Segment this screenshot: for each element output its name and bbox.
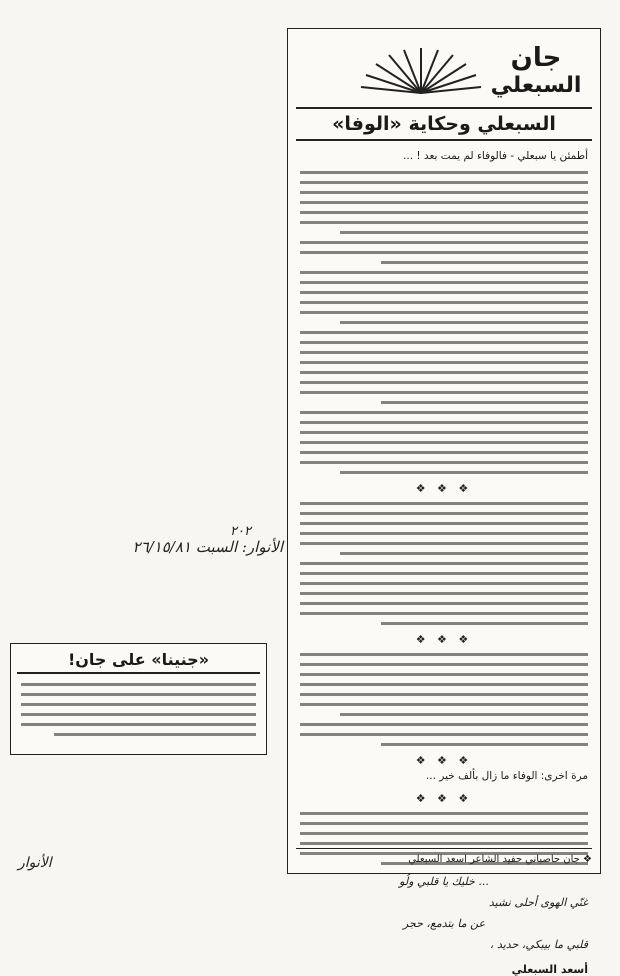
poem-verses [300, 875, 588, 951]
sunburst-logo-icon [356, 47, 486, 97]
footer-bullet-icon: ❖ [583, 854, 592, 865]
brand-first-name: جان [510, 43, 562, 73]
handwritten-source: الأنوار [18, 855, 52, 871]
handwritten-number: ٢٠٢ [230, 524, 251, 539]
section-divider: ❖ ❖ ❖ [415, 633, 473, 646]
paragraph-block [300, 502, 588, 625]
author-brand [486, 43, 586, 99]
handwritten-date: الأنوار: السبت ٢٦/١٥/٨١ [132, 538, 283, 556]
paragraph-block [300, 653, 588, 746]
section-divider: ❖ ❖ ❖ [415, 792, 473, 805]
paragraph-block [300, 171, 588, 474]
headline-rule [296, 139, 592, 141]
article-headline: السبعلي وحكاية «الوفا» [332, 113, 556, 135]
correction-title: «جنينا» على جان! [67, 650, 210, 669]
author-signature: أسعد السبعلي [511, 963, 588, 976]
correction-clipping [10, 643, 267, 755]
verse-line: ... خليك يا قلبي ولُو [399, 875, 489, 888]
verse-line: قلبي ما بيبكي، حديد ، [489, 938, 588, 951]
footer-text: جان حاصباني حفيد الشاعر اسعد السبعلي [408, 854, 580, 865]
correction-body [21, 676, 256, 736]
section-divider: ❖ ❖ ❖ [415, 754, 473, 767]
brand-last-name: السبعلي [490, 73, 582, 98]
verse-line: غنّي الهوى أحلى نشيد [488, 896, 588, 909]
section-divider: ❖ ❖ ❖ [415, 482, 473, 495]
correction-rule [17, 672, 260, 674]
section-note: مرة اخرى: الوفاء ما زال بألف خير ... [425, 770, 588, 782]
masthead-rule [296, 107, 592, 109]
article-clipping [287, 28, 601, 976]
verse-line: عن ما بتدمع، حجر [402, 917, 486, 930]
column-masthead [296, 39, 592, 105]
article-lead: أطمئن يا سبعلي - فالوفاء لم يمت بعد ! ... [403, 150, 588, 162]
article-footer [296, 848, 592, 865]
